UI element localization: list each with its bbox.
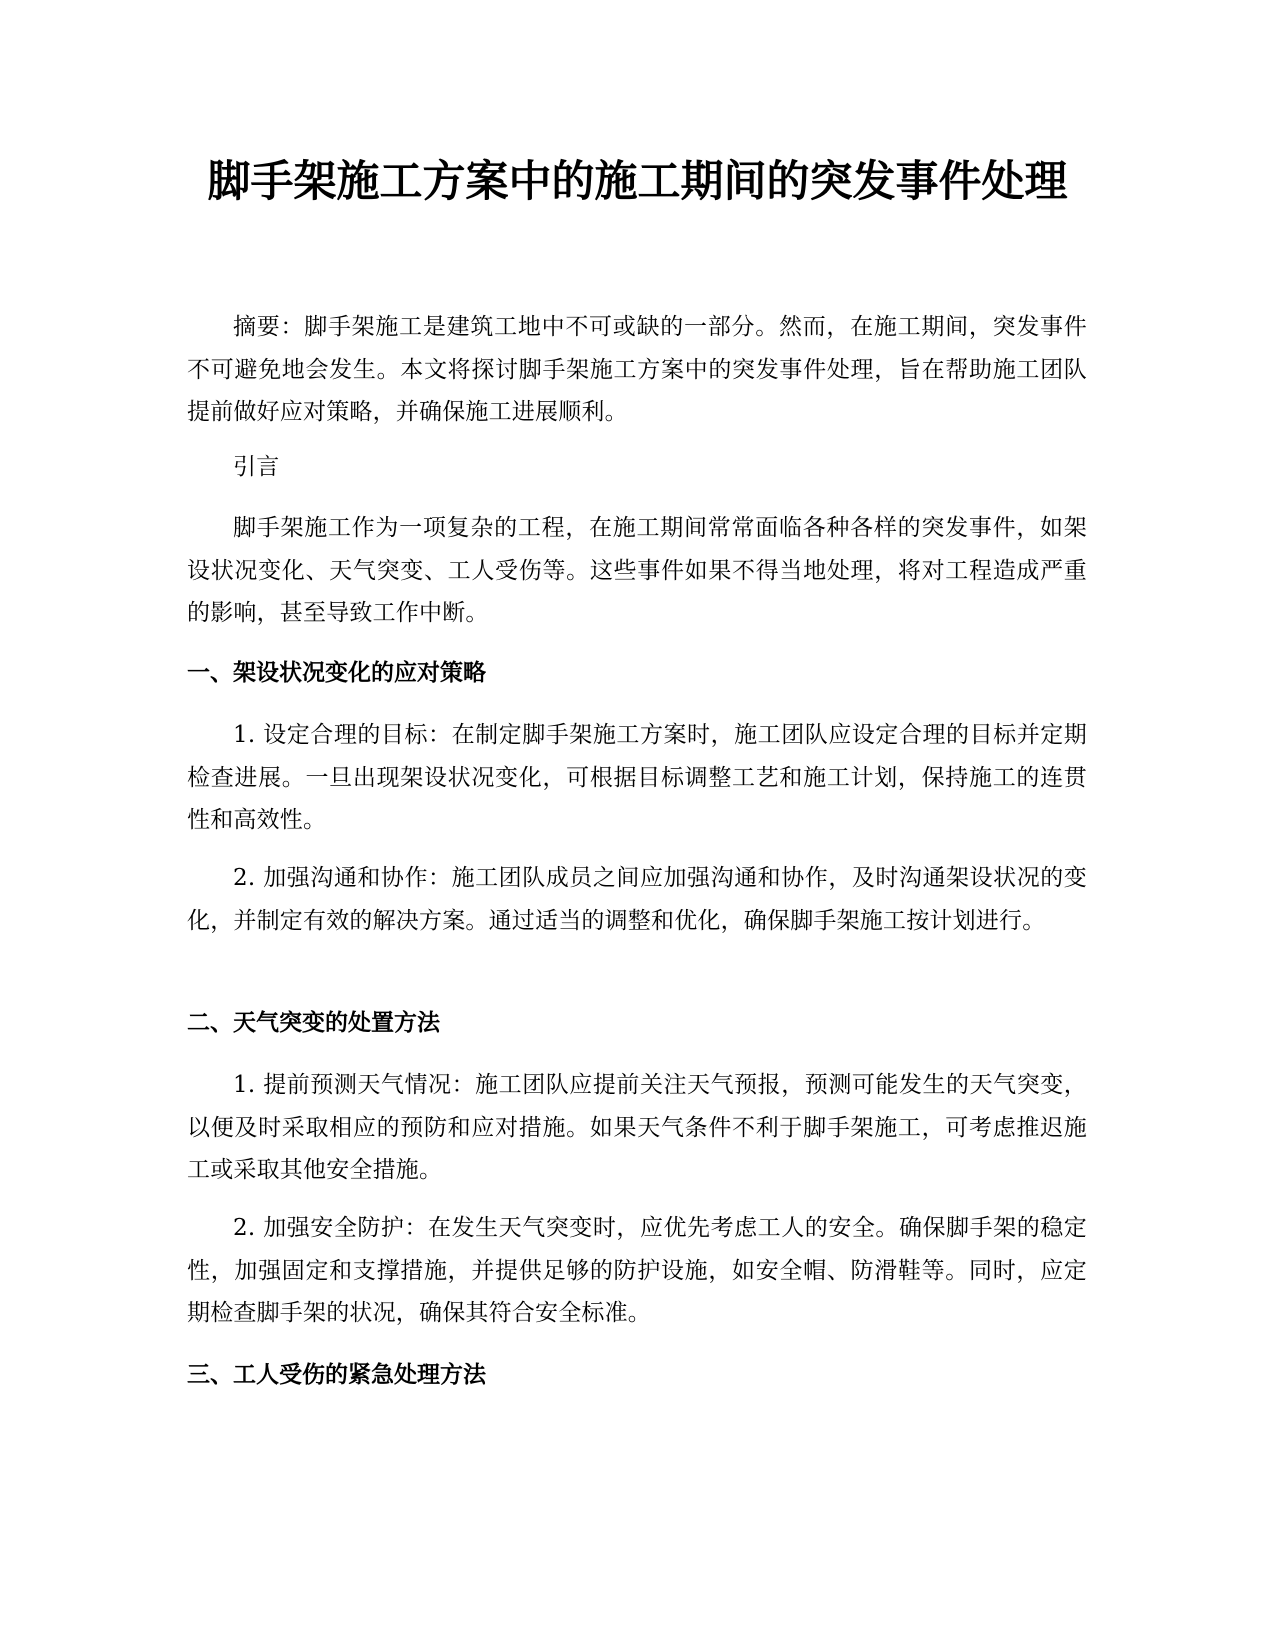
section-1-item-2: 2. 加强沟通和协作：施工团队成员之间应加强沟通和协作，及时沟通架设状况的变化，并制定有效的解决方案。通过适当的调整和优化，确保脚手架施工按计划进行。 bbox=[187, 865, 1087, 934]
document-title: 脚手架施工方案中的施工期间的突发事件处理 bbox=[207, 157, 1068, 207]
abstract-paragraph: 摘要：脚手架施工是建筑工地中不可或缺的一部分。然而，在施工期间，突发事件不可避免地会发生。本文将探讨脚手架施工方案中的突发事件处理，旨在帮助施工团队提前做好应对策略，并确保施工进展顺利。 bbox=[187, 314, 1087, 425]
section-1-item-1: 1. 设定合理的目标：在制定脚手架施工方案时，施工团队应设定合理的目标并定期检查进展。一旦出现架设状况变化，可根据目标调整工艺和施工计划，保持施工的连贯性和高效性。 bbox=[187, 722, 1087, 833]
section-2-item-2: 2. 加强安全防护：在发生天气突变时，应优先考虑工人的安全。确保脚手架的稳定性，加强固定和支撑措施，并提供足够的防护设施，如安全帽、防滑鞋等。同时，应定期检查脚手架的状况，确保其符合安全标准。 bbox=[187, 1215, 1087, 1326]
intro-heading: 引言 bbox=[233, 454, 280, 480]
section-heading-3: 三、工人受伤的紧急处理方法 bbox=[187, 1362, 486, 1388]
section-heading-2: 二、天气突变的处置方法 bbox=[187, 1010, 440, 1036]
section-heading-1: 一、架设状况变化的应对策略 bbox=[187, 660, 486, 686]
intro-paragraph: 脚手架施工作为一项复杂的工程，在施工期间常常面临各种各样的突发事件，如架设状况变化、天气突变、工人受伤等。这些事件如果不得当地处理，将对工程造成严重的影响，甚至导致工作中断。 bbox=[187, 515, 1087, 626]
section-2-item-1: 1. 提前预测天气情况：施工团队应提前关注天气预报，预测可能发生的天气突变，以便及时采取相应的预防和应对措施。如果天气条件不利于脚手架施工，可考虑推迟施工或采取其他安全措施。 bbox=[187, 1072, 1087, 1183]
